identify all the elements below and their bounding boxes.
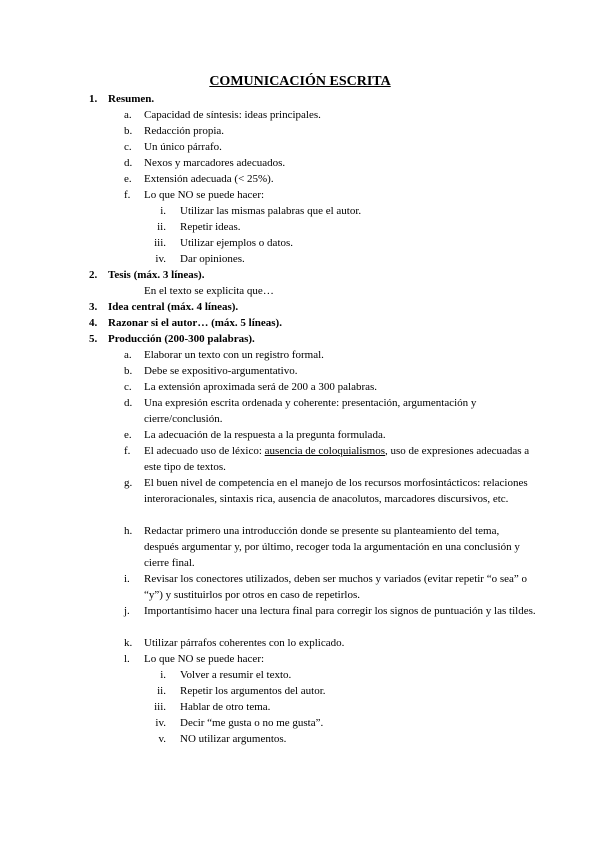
list-text: Nexos y marcadores adecuados. bbox=[144, 157, 286, 169]
list-marker: e. bbox=[124, 173, 132, 185]
list-marker: b. bbox=[124, 125, 133, 137]
list-marker: v. bbox=[158, 733, 166, 745]
list-marker: d. bbox=[124, 397, 133, 409]
sub-list-item bbox=[0, 667, 600, 683]
list-item bbox=[0, 651, 600, 667]
list-text: Hablar de otro tema. bbox=[180, 701, 271, 713]
section-title: Producción (200-300 palabras). bbox=[108, 333, 255, 345]
list-item bbox=[0, 123, 600, 139]
list-text: Dar opiniones. bbox=[180, 253, 245, 265]
page-title: COMUNICACIÓN ESCRITA bbox=[209, 74, 391, 89]
section-number: 5. bbox=[89, 333, 98, 345]
list-text bbox=[144, 443, 536, 475]
list-item bbox=[0, 155, 600, 171]
section-title: Idea central (máx. 4 líneas). bbox=[108, 301, 239, 313]
list-text: Utilizar ejemplos o datos. bbox=[180, 237, 294, 249]
list-marker: g. bbox=[124, 477, 133, 489]
section-number: 4. bbox=[89, 317, 98, 329]
sub-list-item bbox=[0, 251, 600, 267]
sub-list-item bbox=[0, 235, 600, 251]
list-item bbox=[0, 523, 600, 571]
section-heading bbox=[0, 267, 600, 283]
list-item bbox=[0, 443, 600, 475]
section-heading bbox=[0, 331, 600, 347]
list-text: Repetir ideas. bbox=[180, 221, 241, 233]
list-marker: a. bbox=[124, 349, 132, 361]
list-marker: ii. bbox=[157, 685, 166, 697]
list-marker: iv. bbox=[155, 253, 166, 265]
list-item bbox=[0, 363, 600, 379]
list-text: Redacción propia. bbox=[144, 125, 225, 137]
section-note bbox=[0, 283, 600, 299]
list-item bbox=[0, 347, 600, 363]
section-title: Resumen. bbox=[108, 93, 155, 105]
list-marker: h. bbox=[124, 525, 133, 537]
list-text: Lo que NO se puede hacer: bbox=[144, 653, 265, 665]
list-item bbox=[0, 635, 600, 651]
list-marker: i. bbox=[124, 573, 130, 585]
list-text: Capacidad de síntesis: ideas principales. bbox=[144, 109, 321, 121]
list-item bbox=[0, 571, 600, 603]
list-item bbox=[0, 107, 600, 123]
underlined-phrase: ausencia de coloquialismos bbox=[264, 445, 386, 457]
list-marker: ii. bbox=[157, 221, 166, 233]
list-marker: iii. bbox=[154, 701, 166, 713]
list-item bbox=[0, 603, 600, 635]
list-text: Volver a resumir el texto. bbox=[180, 669, 292, 681]
list-marker: iv. bbox=[155, 717, 166, 729]
sub-list-item bbox=[0, 683, 600, 699]
document-body bbox=[0, 91, 600, 747]
section-title: Razonar si el autor… (máx. 5 líneas). bbox=[108, 317, 282, 329]
list-marker: f. bbox=[124, 189, 131, 201]
sub-list-item bbox=[0, 715, 600, 731]
section-heading bbox=[0, 315, 600, 331]
sub-list-item bbox=[0, 219, 600, 235]
section-heading bbox=[0, 299, 600, 315]
list-item bbox=[0, 395, 600, 427]
note-text: En el texto se explicita que… bbox=[144, 285, 274, 297]
list-text: Revisar los conectores utilizados, deben ser muchos y variados (evitar repetir “o sea” o “y”) y sustituirlos por otros en caso de repetirlos. bbox=[144, 573, 528, 601]
list-item bbox=[0, 379, 600, 395]
list-text: Una expresión escrita ordenada y coherente: presentación, argumentación y cierre/conclusión. bbox=[144, 397, 477, 425]
list-marker: iii. bbox=[154, 237, 166, 249]
section-number: 1. bbox=[89, 93, 98, 105]
sub-list-item bbox=[0, 203, 600, 219]
list-marker: e. bbox=[124, 429, 132, 441]
list-item bbox=[0, 427, 600, 443]
list-text: Lo que NO se puede hacer: bbox=[144, 189, 265, 201]
list-marker: j. bbox=[124, 605, 130, 617]
list-item bbox=[0, 475, 600, 523]
list-marker: i. bbox=[160, 669, 166, 681]
list-text: Un único párrafo. bbox=[144, 141, 222, 153]
list-text: Utilizar párrafos coherentes con lo explicado. bbox=[144, 637, 345, 649]
section-number: 3. bbox=[89, 301, 98, 313]
list-text: NO utilizar argumentos. bbox=[180, 733, 287, 745]
list-text-after: , uso de expresiones adecuadas a este tipo de textos. bbox=[144, 445, 530, 473]
list-item bbox=[0, 187, 600, 203]
list-text: Utilizar las mismas palabras que el autor. bbox=[180, 205, 362, 217]
list-marker: k. bbox=[124, 637, 133, 649]
list-text: Importantísimo hacer una lectura final para corregir los signos de puntuación y las tildes. bbox=[144, 605, 536, 617]
list-text: El buen nivel de competencia en el manejo de los recursos morfosintácticos: relaciones interoracionales, sintaxis rica, ausencia de anacolutos, marcadores discursivos, etc. bbox=[144, 477, 528, 505]
list-text: La extensión aproximada será de 200 a 300 palabras. bbox=[144, 381, 378, 393]
list-marker: b. bbox=[124, 365, 133, 377]
list-text: Redactar primero una introducción donde se presente su planteamiento del tema, después argumentar y, por último, recoger toda la argumentación en una conclusión y cierre final. bbox=[144, 525, 520, 569]
sub-list-item bbox=[0, 699, 600, 715]
section-number: 2. bbox=[89, 269, 98, 281]
list-text-before: El adecuado uso de léxico: bbox=[144, 445, 265, 457]
section-title: Tesis (máx. 3 líneas). bbox=[108, 269, 205, 281]
list-marker: i. bbox=[160, 205, 166, 217]
list-item bbox=[0, 139, 600, 155]
list-marker: c. bbox=[124, 141, 132, 153]
list-marker: c. bbox=[124, 381, 132, 393]
list-text: Debe se expositivo-argumentativo. bbox=[144, 365, 298, 377]
list-text: Repetir los argumentos del autor. bbox=[180, 685, 326, 697]
list-item bbox=[0, 171, 600, 187]
section-heading bbox=[0, 91, 600, 107]
list-text: Decir “me gusta o no me gusta”. bbox=[180, 717, 324, 729]
list-text: Extensión adecuada (< 25%). bbox=[144, 173, 274, 185]
list-marker: d. bbox=[124, 157, 133, 169]
sub-list-item bbox=[0, 731, 600, 747]
list-marker: a. bbox=[124, 109, 132, 121]
list-marker: l. bbox=[124, 653, 130, 665]
list-marker: f. bbox=[124, 445, 131, 457]
list-text: La adecuación de la respuesta a la pregunta formulada. bbox=[144, 429, 386, 441]
list-text: Elaborar un texto con un registro formal. bbox=[144, 349, 324, 361]
